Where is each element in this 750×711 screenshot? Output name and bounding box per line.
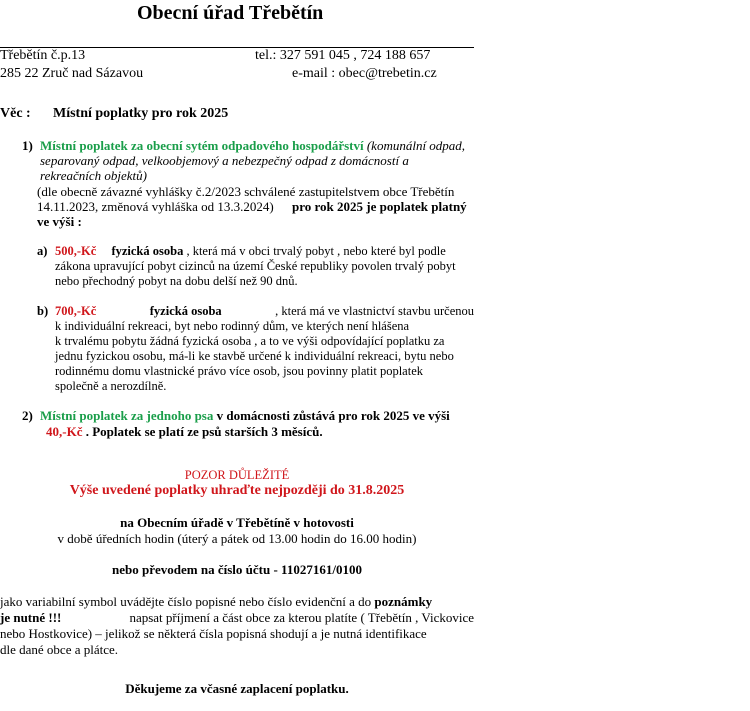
closing-thanks: Děkujeme za včasné zaplacení poplatku. bbox=[125, 681, 349, 696]
notice-deadline: Výše uvedené poplatky uhraďte nejpozději do 31.8.2025 bbox=[69, 483, 405, 498]
item-a-line-1 bbox=[55, 244, 446, 259]
item-a-letter: a) bbox=[37, 244, 48, 258]
item-b-text-1: , která má ve vlastnictví stavbu určenou bbox=[275, 304, 474, 318]
item-b-amount: 700,-Kč bbox=[55, 304, 97, 318]
item-b-line-4: jednu fyzickou osobu, má-li ke stavbě určené k individuální rekreaci, bytu nebo bbox=[55, 349, 454, 363]
section-1-fee-text-2: ve výši : bbox=[37, 214, 82, 229]
symbol-line-2 bbox=[0, 610, 474, 625]
item-a-text-1: , která má v obci trvalý pobyt , nebo které byl podle bbox=[186, 244, 446, 258]
item-b-letter: b) bbox=[37, 304, 49, 318]
section-2-line-1 bbox=[40, 408, 450, 423]
section-2-title: Místní poplatek za jednoho psa bbox=[40, 408, 214, 423]
section-1-note-3: rekreačních objektů) bbox=[40, 168, 147, 183]
item-a-line-3: nebo přechodný pobyt na dobu delší než 90 dnů. bbox=[55, 274, 298, 288]
item-a-line-2: zákona upravující pobyt cizinců na území České republiky povolen trvalý pobyt bbox=[55, 259, 456, 273]
subject-label: Věc : bbox=[0, 106, 31, 121]
section-1-fee-text-1: pro rok 2025 je poplatek platný bbox=[292, 199, 467, 214]
item-b-line-3: k trvalému pobytu žádná fyzická osoba , a to ve výši odpovídající poplatku za bbox=[55, 334, 445, 348]
item-b-line-1 bbox=[55, 304, 474, 319]
item-b-line-5: rodinnému domu vlastnické právo více osob, jsou povinny platit poplatek bbox=[55, 364, 423, 378]
section-1-note-2: separovaný odpad, velkoobjemový a nebezpečný odpad z domácností a bbox=[40, 153, 409, 168]
symbol-line-1 bbox=[0, 594, 432, 609]
item-b-line-2: k individuální rekreaci, byt nebo rodinný dům, ve kterých není hlášena bbox=[55, 319, 410, 333]
section-2-number: 2) bbox=[22, 408, 33, 423]
item-b-line-6: společně a nerozdílně. bbox=[55, 379, 167, 393]
notice-heading: POZOR DŮLEŽITÉ bbox=[184, 468, 290, 482]
page-title: Obecní úřad Třebětín bbox=[137, 2, 324, 24]
notice-hours: v době úředních hodin (úterý a pátek od 13.00 hodin do 16.00 hodin) bbox=[57, 531, 417, 546]
phone: tel.: 327 591 045 , 724 188 657 bbox=[255, 48, 431, 63]
subject-text: Místní poplatky pro rok 2025 bbox=[53, 106, 229, 121]
section-1-number: 1) bbox=[22, 138, 33, 153]
symbol-text-2: napsat příjmení a část obce za kterou platíte ( Třebětín , Vickovice bbox=[129, 610, 474, 625]
symbol-text-1: jako variabilní symbol uvádějte číslo popisné nebo číslo evidenční a do bbox=[0, 594, 372, 609]
section-1-decree-1: (dle obecně závazné vyhlášky č.2/2023 schválené zastupitelstvem obce Třebětín bbox=[37, 184, 455, 199]
section-2-amount: 40,-Kč bbox=[46, 424, 83, 439]
section-1-heading bbox=[40, 138, 465, 153]
notice-transfer: nebo převodem na číslo účtu - 11027161/0100 bbox=[112, 562, 362, 577]
section-2-text-1: v domácnosti zůstává pro rok 2025 ve výši bbox=[216, 408, 450, 423]
symbol-note-word: poznámky bbox=[374, 594, 433, 609]
address-line-2: 285 22 Zruč nad Sázavou bbox=[0, 66, 144, 81]
symbol-line-3: nebo Hostkovice) – jelikož se některá čísla popisná shodují a je nutná identifikace bbox=[0, 626, 427, 641]
notice-office: na Obecním úřadě v Třebětíně v hotovosti bbox=[120, 515, 354, 530]
header-divider bbox=[0, 47, 474, 48]
email: e-mail : obec@trebetin.cz bbox=[292, 66, 437, 81]
section-1-title: Místní poplatek za obecní sytém odpadového hospodářství bbox=[40, 138, 364, 153]
section-1-decree-2: 14.11.2023, změnová vyhláška od 13.3.2024) bbox=[37, 199, 274, 214]
symbol-line-4: dle dané obce a plátce. bbox=[0, 642, 119, 657]
item-b-label: fyzická osoba bbox=[149, 304, 222, 318]
item-a-amount: 500,-Kč bbox=[55, 244, 97, 258]
address-line-1: Třebětín č.p.13 bbox=[0, 48, 86, 63]
section-1-note-1: (komunální odpad, bbox=[366, 138, 466, 153]
section-2-line-2 bbox=[46, 424, 323, 439]
item-a-label: fyzická osoba bbox=[111, 244, 184, 258]
symbol-required: je nutné !!! bbox=[0, 610, 62, 625]
section-2-text-2: . Poplatek se platí ze psů starších 3 měsíců. bbox=[85, 424, 323, 439]
